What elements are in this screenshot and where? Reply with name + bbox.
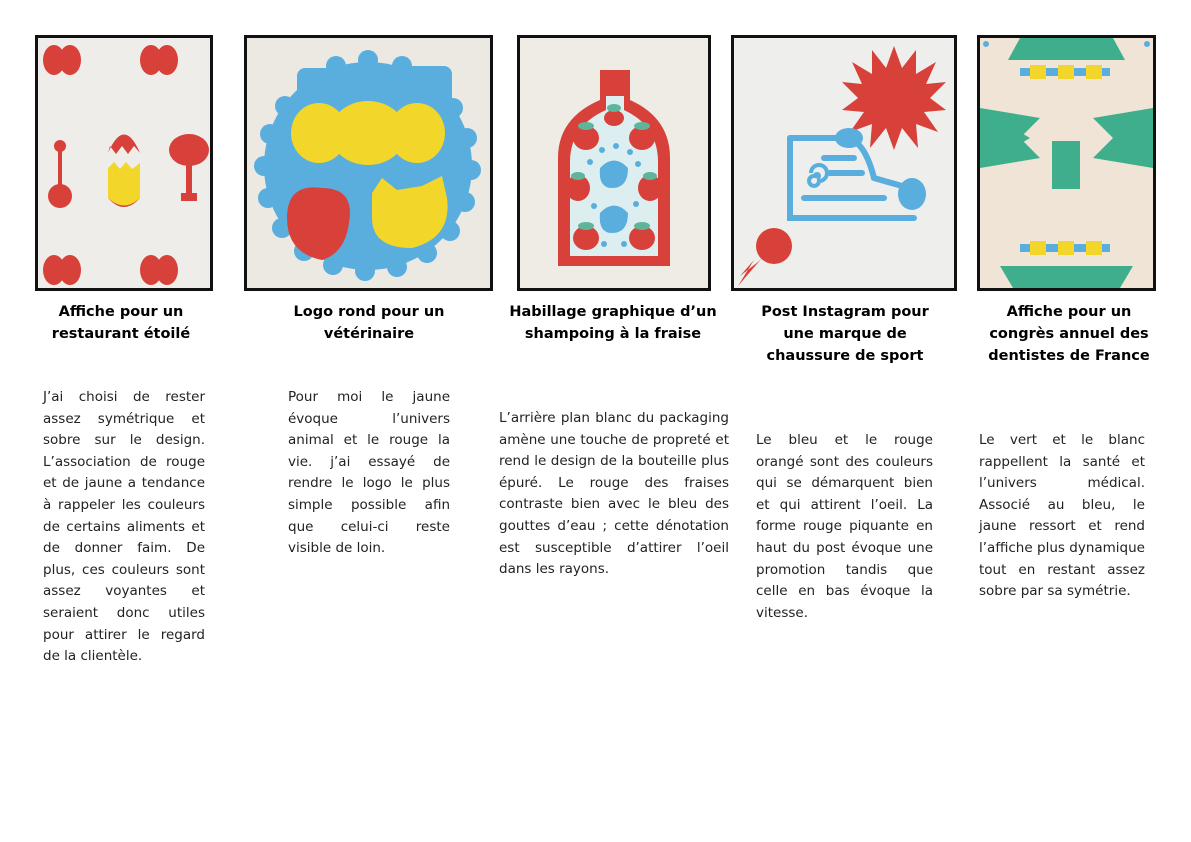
restaurant-poster-image [35, 35, 213, 291]
dentist-congress-description: Le vert et le blanc rappellent la santé et l’univers médical. Associé au bleu, le jaune ressort et rend l’affiche plus dynamique tout en restant assez sobre par sa symétrie. [979, 432, 1145, 600]
restaurant-poster-description: J’ai choisi de rester assez symétrique et sobre sur le design. L’association de rouge et de jaune a tendance à rappeler les couleurs de certains aliments et de donner faim. De plus, ces couleurs sont assez voyantes et seraient donc utiles pour attirer le regard de la clientèle. [43, 389, 205, 665]
sneaker-post-image [731, 35, 957, 291]
shampoo-packaging-description: L’arrière plan blanc du packaging amène une touche de propreté et rend le design de la bouteille plus épuré. Le rouge des fraises contraste bien avec le bleu des gouttes d’eau ; cette dénotation est susceptible d’attirer l’oeil dans les rayons. [499, 410, 729, 578]
veterinary-logo-image [244, 35, 493, 291]
dentist-congress-title: Affiche pour un congrès annuel des dentistes de France [988, 304, 1150, 364]
shampoo-packaging-title: Habillage graphique d’un shampoing à la fraise [509, 304, 717, 342]
restaurant-poster-title: Affiche pour un restaurant étoilé [51, 304, 191, 342]
veterinary-logo-title: Logo rond pour un vétérinaire [293, 304, 445, 342]
veterinary-logo-description: Pour moi le jaune évoque l’univers animal et le rouge la vie. j’ai essayé de rendre le logo le plus simple possible afin que celui-ci reste visible de loin. [288, 389, 450, 557]
sneaker-post-description: Le bleu et le rouge orangé sont des couleurs qui se démarquent bien et qui attirent l’oeil. La forme rouge piquante en haut du post évoque une promotion tandis que celle en bas évoque la vitesse. [756, 432, 933, 621]
dentist-congress-poster-image [977, 35, 1156, 291]
shampoo-packaging-image [517, 35, 711, 291]
sneaker-post-title: Post Instagram pour une marque de chaussure de sport [761, 304, 929, 364]
